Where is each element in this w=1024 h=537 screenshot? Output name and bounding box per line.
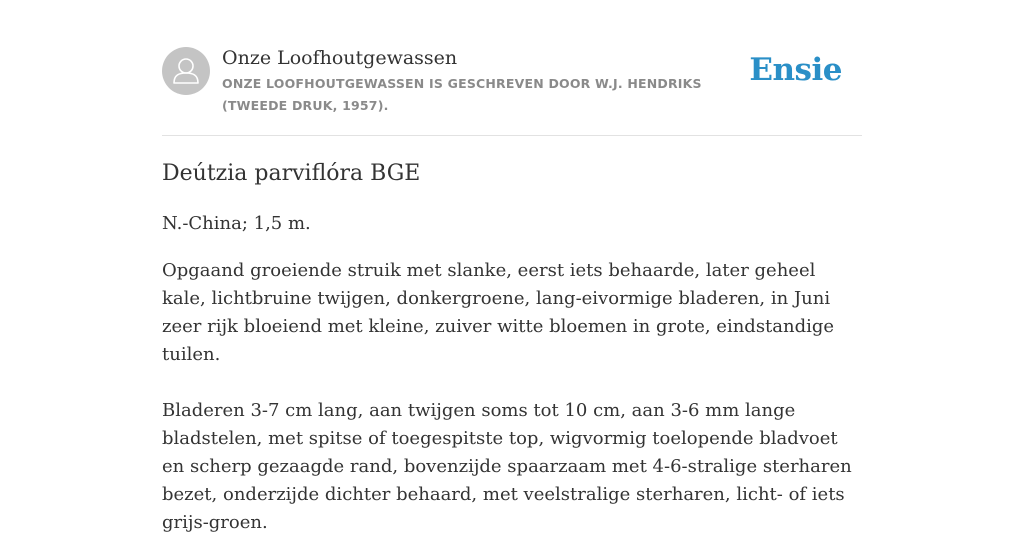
source-header xyxy=(162,46,862,118)
paragraph-description: Opgaand groeiende struik met slanke, eerst iets behaarde, later geheel kale, lichtbruine twijgen, donkergroene, lang-eivormige bladeren, in Juni zeer rijk bloeiend met kleine, zuiver witte bloemen in grote, eindstandige tuilen. xyxy=(162,260,835,365)
article-title: Deútzia parviflóra BGE xyxy=(162,161,421,186)
source-title[interactable]: Onze Loofhoutgewassen xyxy=(222,47,458,69)
source-avatar xyxy=(162,47,210,95)
user-icon xyxy=(162,47,210,95)
paragraph-leaves: Bladeren 3-7 cm lang, aan twijgen soms tot 10 cm, aan 3-6 mm lange bladstelen, met spitse of toegespitste top, wigvormig toelopende bladvoet en scherp gezaagde rand, bovenzijde spaarzaam met 4-6-stralige sterharen bezet, onderzijde dichter behaard, met veelstralige sterharen, licht- of iets grijs-groen. xyxy=(162,400,852,533)
brand-logo[interactable]: Ensie xyxy=(749,52,842,88)
source-description: ONZE LOOFHOUTGEWASSEN IS GESCHREVEN DOOR W.J. HENDRIKS (TWEEDE DRUK, 1957). xyxy=(222,76,702,113)
article xyxy=(162,158,862,537)
header-divider xyxy=(162,135,862,136)
paragraph-origin: N.-China; 1,5 m. xyxy=(162,213,311,234)
